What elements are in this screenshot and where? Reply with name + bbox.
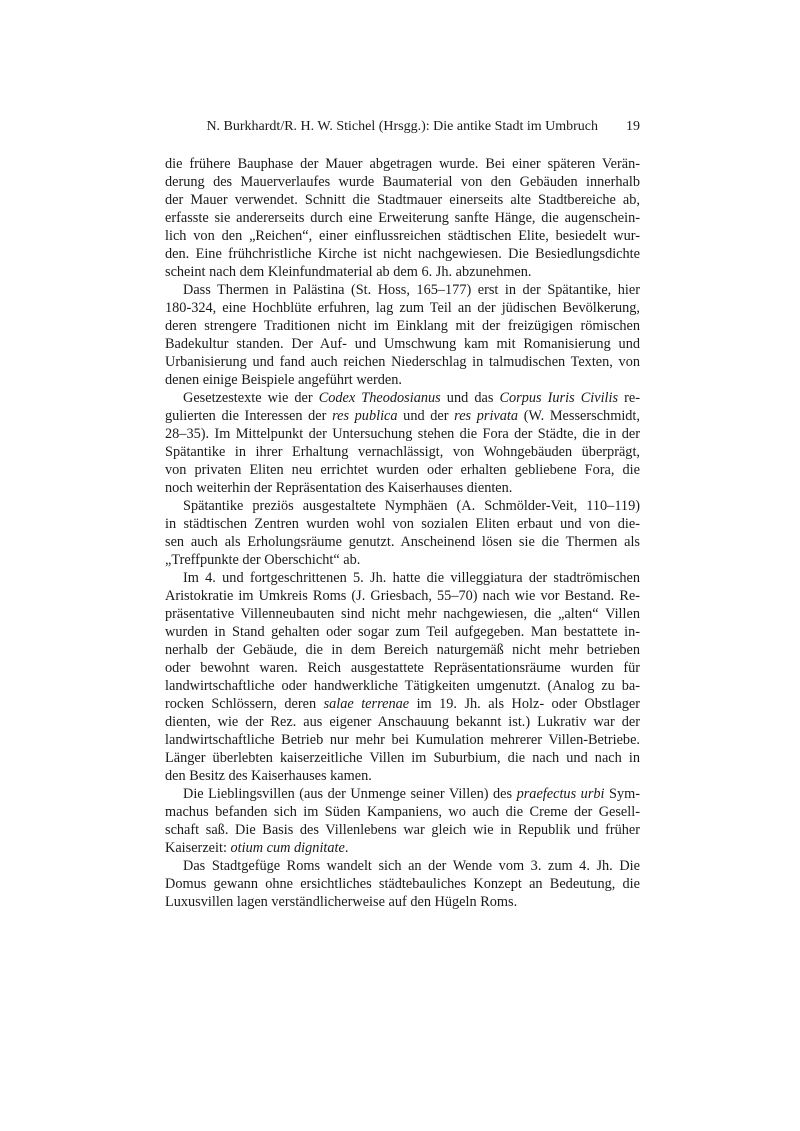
text-line — [165, 317, 640, 335]
paragraph — [165, 281, 640, 389]
text-run: Spätantike in ihrer Erhaltung vernachlässigt, von Wohngebäuden überprägt, — [165, 444, 640, 460]
text-run: im 19. Jh. als Holz- oder Obstlager — [409, 696, 640, 712]
text-line — [165, 515, 640, 533]
text-run: re- — [618, 390, 640, 406]
text-line — [165, 479, 640, 497]
text-line — [165, 785, 640, 803]
text-run: und der — [397, 408, 455, 424]
paragraph — [165, 857, 640, 911]
text-run: Spätantike preziös ausgestaltete Nymphäen (A. Schmölder-Veit, 110–119) — [183, 498, 640, 514]
text-line — [165, 461, 640, 479]
paragraph — [165, 569, 640, 785]
text-run: Die Lieblingsvillen (aus der Unmenge seiner Villen) des — [183, 786, 517, 802]
text-run: „Treffpunkte der Oberschicht“ ab. — [165, 552, 361, 568]
text-line — [165, 695, 640, 713]
text-run: landwirtschaftliche oder handwerkliche Tätigkeiten umgenutzt. (Analog zu ba- — [165, 678, 640, 694]
text-run: sen auch als Erholungsräume genutzt. Anscheinend lösen sie die Thermen als — [165, 534, 640, 550]
text-line — [165, 767, 640, 785]
italic-term: Codex Theodosianus — [318, 390, 441, 406]
text-line — [165, 335, 640, 353]
italic-term: res privata — [454, 408, 519, 424]
text-line — [165, 875, 640, 893]
text-line — [165, 803, 640, 821]
text-run: 28–35). Im Mittelpunkt der Untersuchung stehen die Fora der Städte, die in der — [165, 426, 640, 442]
text-run: Das Stadtgefüge Roms wandelt sich an der Wende vom 3. zum 4. Jh. Die — [183, 858, 640, 874]
text-line — [165, 839, 640, 857]
text-line — [165, 749, 640, 767]
text-run: den Besitz des Kaiserhauses kamen. — [165, 768, 372, 784]
italic-term: otium cum dignitate — [230, 840, 345, 856]
text-run: denen einige Beispiele angeführt werden. — [165, 372, 402, 388]
text-run: noch weiterhin der Repräsentation des Kaiserhauses dienten. — [165, 480, 513, 496]
text-run: Gesetzestexte wie der — [183, 390, 319, 406]
text-run: Im 4. und fortgeschrittenen 5. Jh. hatte die villeggiatura der stadtrömischen — [183, 570, 640, 586]
text-run: Sym- — [604, 786, 640, 802]
text-run: erfasste sie andererseits durch eine Erweiterung sanfte Hänge, die augenschein- — [165, 210, 640, 226]
paragraph — [165, 389, 640, 497]
italic-term: Corpus Iuris Civilis — [499, 390, 619, 406]
text-line — [165, 641, 640, 659]
text-line — [165, 245, 640, 263]
text-run: wurden in Stand gehalten oder sogar zum Teil aufgegeben. Man bestattete in- — [165, 624, 640, 640]
text-line — [165, 281, 640, 299]
text-line — [165, 497, 640, 515]
paragraph — [165, 785, 640, 857]
text-run: dienten, wie der Rez. aus eigener Anschauung bekannt ist.) Lukrativ war der — [165, 714, 640, 730]
text-run: Domus gewann ohne ersichtliches städtebauliches Konzept an Bedeutung, die — [165, 876, 640, 892]
italic-term: praefectus urbi — [516, 786, 605, 802]
text-line — [165, 191, 640, 209]
text-run: präsentative Villenneubauten sind nicht mehr nachgewiesen, die „alten“ Villen — [165, 606, 640, 622]
text-run: oder bewohnt waren. Reich ausgestattete Repräsentationsräume wurden für — [165, 660, 640, 676]
text-line — [165, 569, 640, 587]
text-line — [165, 533, 640, 551]
text-run: Badekultur standen. Der Auf- und Umschwung kam mit Romanisierung und — [165, 336, 640, 352]
text-run: und das — [440, 390, 500, 406]
text-line — [165, 821, 640, 839]
text-run: . — [344, 840, 349, 856]
text-line — [165, 209, 640, 227]
text-run: deren strengere Traditionen nicht im Einklang mit der freizügigen römischen — [165, 318, 640, 334]
text-line — [165, 551, 640, 569]
text-run: machus befanden sich im Süden Kampaniens, wo auch die Creme der Gesell- — [165, 804, 640, 820]
text-run: in städtischen Zentren wurden wohl von sozialen Eliten erbaut und von die- — [165, 516, 640, 532]
text-run: nerhalb der Gebäude, die in dem Bereich naturgemäß nicht mehr betrieben — [165, 642, 640, 658]
text-run: die frühere Bauphase der Mauer abgetragen wurde. Bei einer späteren Verän- — [165, 156, 640, 172]
text-run: gulierten die Interessen der — [165, 408, 333, 424]
text-run: lich von den „Reichen“, einer einflussreichen städtischen Elite, besiedelt wur- — [165, 228, 640, 244]
text-run: Luxusvillen lagen verständlicherweise auf den Hügeln Roms. — [165, 894, 518, 910]
text-line — [165, 731, 640, 749]
text-run: Aristokratie im Umkreis Roms (J. Griesbach, 55–70) nach wie vor Bestand. Re- — [165, 588, 640, 604]
text-run: rocken Schlössern, deren — [165, 696, 324, 712]
text-line — [165, 659, 640, 677]
text-run: Kaiserzeit: — [165, 840, 231, 856]
text-run: (W. Messerschmidt, — [518, 408, 640, 424]
text-line — [165, 623, 640, 641]
text-run: 180-324, eine Hochblüte erfuhren, lag zum Teil an der jüdischen Bevölkerung, — [165, 300, 640, 316]
text-run: landwirtschaftliche Betrieb nur mehr bei Kumulation mehrerer Villen-Betriebe. — [165, 732, 640, 748]
text-line — [165, 713, 640, 731]
text-line — [165, 605, 640, 623]
text-run: Dass Thermen in Palästina (St. Hoss, 165–177) erst in der Spätantike, hier — [183, 282, 640, 298]
text-line — [165, 353, 640, 371]
text-run: Länger überlebten kaiserzeitliche Villen im Suburbium, die nach und nach in — [165, 750, 640, 766]
text-run: der Mauer verwendet. Schnitt die Stadtmauer einerseits alte Stadtbereiche ab, — [165, 192, 640, 208]
text-line — [165, 227, 640, 245]
italic-term: res publica — [332, 408, 398, 424]
text-line — [165, 371, 640, 389]
text-line — [165, 587, 640, 605]
italic-term: salae terrenae — [323, 696, 410, 712]
paragraph — [165, 155, 640, 281]
text-line — [165, 425, 640, 443]
text-line — [165, 407, 640, 425]
text-run: derung des Mauerverlaufes wurde Baumaterial von den Gebäuden innerhalb — [165, 174, 640, 190]
text-line — [165, 677, 640, 695]
paragraph — [165, 497, 640, 569]
text-line — [165, 893, 640, 911]
text-line — [165, 173, 640, 191]
text-run: scheint nach dem Kleinfundmaterial ab dem 6. Jh. abzunehmen. — [165, 264, 532, 280]
text-run: Urbanisierung und fand auch reichen Niederschlag in talmudischen Texten, von — [165, 354, 640, 370]
text-line — [165, 263, 640, 281]
text-line — [165, 155, 640, 173]
text-line — [165, 443, 640, 461]
text-line — [165, 299, 640, 317]
running-title: N. Burkhardt/R. H. W. Stichel (Hrsgg.): Die antike Stadt im Umbruch — [206, 119, 598, 134]
text-run: schaft saß. Die Basis des Villenlebens war gleich wie in Republik und früher — [165, 822, 640, 838]
text-run: von privaten Eliten neu errichtet wurden oder erhalten gebliebene Fora, die — [165, 462, 640, 478]
text-line — [165, 857, 640, 875]
text-run: den. Eine frühchristliche Kirche ist nicht nachgewiesen. Die Besiedlungsdichte — [165, 246, 640, 262]
text-line — [165, 389, 640, 407]
page-number: 19 — [626, 119, 640, 134]
running-header — [165, 118, 640, 136]
body-text — [165, 155, 640, 911]
